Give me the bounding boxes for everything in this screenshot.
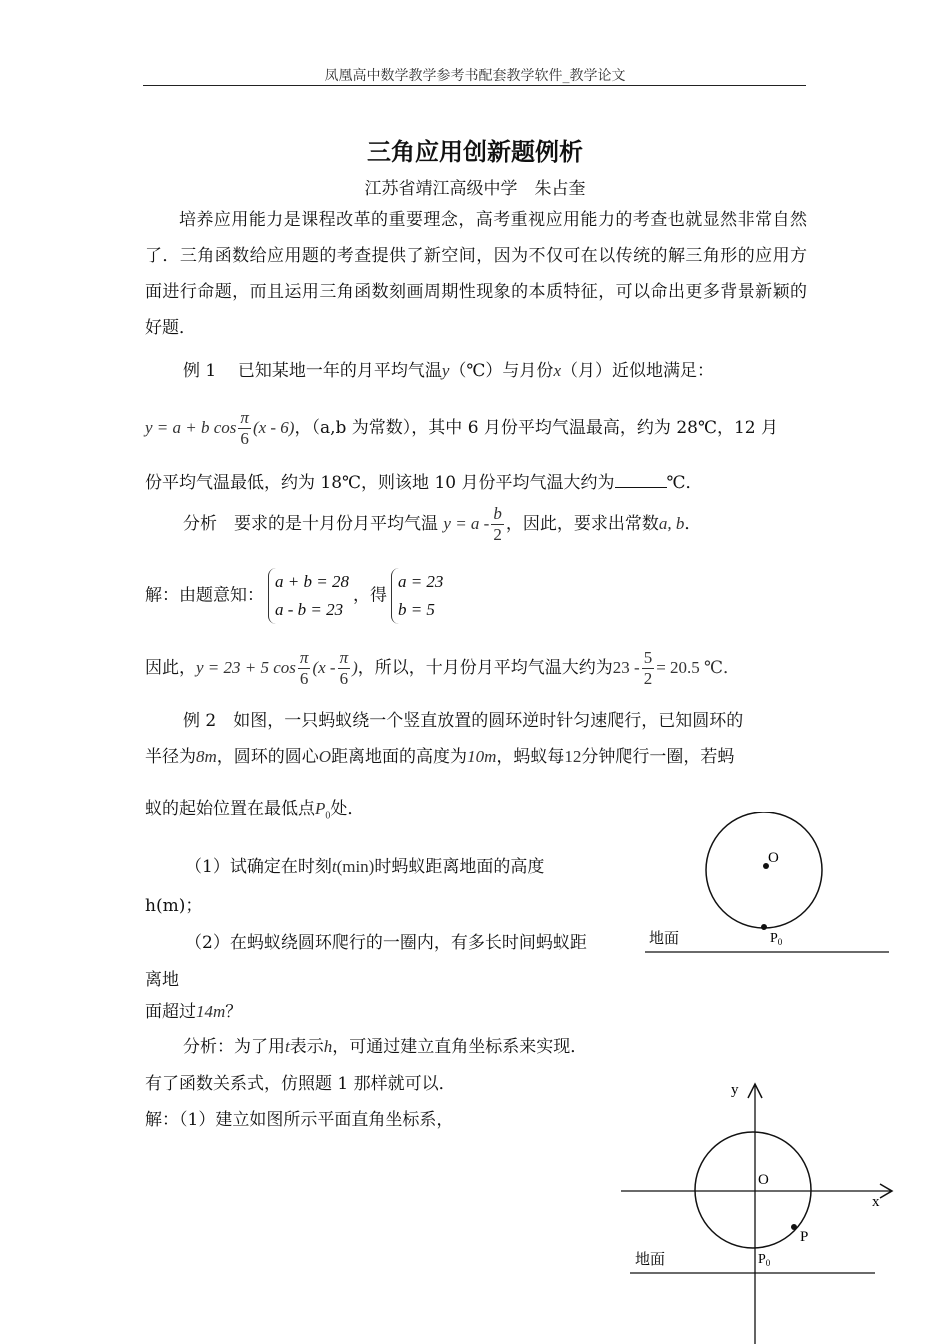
intro-paragraph: 培养应用能力是课程改革的重要理念，高考重视应用能力的考查也就显然非常自然了．三角函数给应用题的考查提供了新空间，因为不仅可在以传统的解三角形的应用方面进行命题，而且运用三角函数刻画周期性现象的本质特征，可以命出更多背景新颖的好题． xyxy=(145,210,807,338)
ring-circle xyxy=(695,1132,811,1248)
ring-circle xyxy=(706,812,822,928)
start-label: $P_0$ xyxy=(758,1252,771,1268)
equation-system-2: a = 23 b = 5 xyxy=(391,568,443,624)
ex2-question-1-unit: h(m)； xyxy=(145,896,203,916)
y-axis-label: y xyxy=(731,1082,739,1098)
ex2-line2: 半径为8m，圆环的圆心O距离地面的高度为10m，蚂蚁每12分钟爬行一圈，若蚂 xyxy=(145,747,735,767)
origin-label: O xyxy=(758,1172,769,1188)
x-axis-label: x xyxy=(872,1194,880,1210)
ex2-question-2-end: 面超过14m？ xyxy=(145,1002,243,1022)
center-label: O xyxy=(768,850,779,866)
ex1-question-line: 份平均气温最低，约为 18℃，则该地 10 月份平均气温大约为 ℃． xyxy=(145,473,703,493)
ex2-analysis: 分析：为了用t表示h，可通过建立直角坐标系来实现． xyxy=(183,1037,588,1057)
answer-blank xyxy=(615,473,667,488)
ex2-question-2-cont: 离地 xyxy=(145,970,179,990)
figure-1-ring xyxy=(640,812,895,960)
ex2-question-1: （1）试确定在时刻t(min)时蚂蚁距离地面的高度 xyxy=(185,857,545,877)
article-title: 三角应用创新题例析 xyxy=(367,138,583,166)
ex2-question-2: （2）在蚂蚁绕圆环爬行的一圈内，有多长时间蚂蚁距 xyxy=(185,933,587,953)
page-header: 凤凰高中数学教学参考书配套教学软件_教学论文 xyxy=(324,68,626,84)
ex2-solution: 解：（1）建立如图所示平面直角坐标系， xyxy=(145,1110,454,1130)
article-author: 江苏省靖江高级中学 朱占奎 xyxy=(364,179,586,199)
start-point xyxy=(761,924,767,930)
ex1-solution: 解：由题意知： a + b = 28 a - b = 23 ，得 a = 23 b = 5 xyxy=(145,568,447,624)
ant-label: P xyxy=(800,1229,809,1245)
ex1-formula: y = a + b cos xyxy=(145,418,237,437)
ant-point xyxy=(791,1224,797,1230)
ex1-analysis: 分析 要求的是十月份月平均气温 y = a - $\frac{b}{2}$ ，因此，要求出常数a, b． xyxy=(183,504,702,544)
ex2-analysis-2: 有了函数关系式，仿照题 1 那样就可以． xyxy=(145,1074,456,1094)
ex1-formula-line: y = a + b cos $\frac{\pi}{6}$ (x - 6)，（a,b 为常数），其中 6 月份平均气温最高，约为 28℃，12 月 xyxy=(145,408,779,448)
equation-system-1: a + b = 28 a - b = 23 xyxy=(268,568,349,624)
figure-2-coordinate xyxy=(618,1076,898,1344)
pi-over-6: $\frac{\pi}{6}$ xyxy=(240,408,249,448)
header-rule xyxy=(143,85,806,86)
ground-label: 地面 xyxy=(649,931,680,947)
ex2-line3: 蚁的起始位置在最低点$P_0$处． xyxy=(145,799,365,822)
ex2-line1: 例 2 如图，一只蚂蚁绕一个竖直放置的圆环逆时针匀速爬行，已知圆环的 xyxy=(183,711,744,731)
ex1-conclusion: 因此，y = 23 + 5 cos $\frac{\pi}{6}$ (x - $\frac{\pi}{6}$ )，所以，十月份月平均气温大约为23 - $\frac{5}{2}$ = 20.5 ℃． xyxy=(145,648,741,688)
ground-label: 地面 xyxy=(635,1252,666,1268)
start-label: $P_0$ xyxy=(770,931,783,947)
b-over-2: $\frac{b}{2}$ xyxy=(493,504,502,544)
ex1-statement: 例 1 已知某地一年的月平均气温y（℃）与月份x（月）近似地满足： xyxy=(183,361,714,381)
